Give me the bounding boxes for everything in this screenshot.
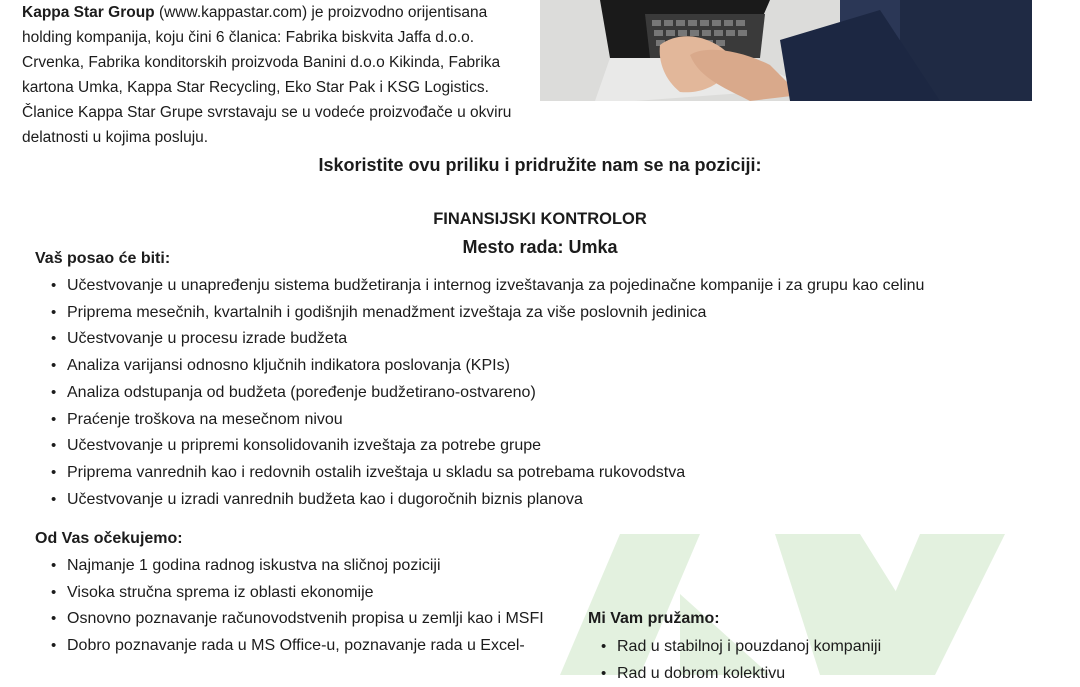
company-name: Kappa Star Group — [22, 4, 155, 21]
list-item: • Dobro poznavanje rada u MS Office-u, poznavanje rada u Excel- — [35, 633, 565, 660]
list-item: • Učestvovanje u procesu izrade budžeta — [35, 326, 1075, 353]
list-item: • Učestvovanje u unapređenju sistema budžetiranja i internog izveštavanja za pojedinačne kompanije i za grupu kao celinu — [35, 273, 1075, 300]
list-item: • Učestvovanje u pripremi konsolidovanih izveštaja za potrebe grupe — [35, 433, 1075, 460]
requirements-heading: Od Vas očekujemo: — [35, 530, 183, 547]
laptop-hands-photo — [540, 0, 1032, 101]
photo-illustration — [540, 0, 1032, 101]
list-item: • Rad u stabilnoj i pouzdanoj kompaniji — [585, 634, 1055, 661]
requirements-list — [35, 553, 565, 660]
job-title: FINANSIJSKI KONTROLOR — [433, 210, 647, 228]
job-location: Mesto rada: Umka — [462, 237, 618, 257]
call-to-action: Iskoristite ovu priliku i pridružite nam se na poziciji: — [318, 155, 762, 175]
company-intro — [22, 0, 522, 150]
company-description: (www.kappastar.com) je proizvodno orijentisana holding kompanija, koju čini 6 članica: Fabrika biskvita Jaffa d.o.o. Crvenka, Fabrika konditorskih proizvoda Banini d.o.o Kikinda, Fabrika kartona Umka, Kappa Star Recycling, Eko Star Pak i KSG Logistics. Članice Kappa Star Grupe svrstavaju se u vodeće proizvođače u okviru delatnosti u kojima posluju. — [22, 4, 512, 146]
offer-heading: Mi Vam pružamo: — [588, 610, 720, 627]
list-item: • Visoka stručna sprema iz oblasti ekonomije — [35, 580, 565, 607]
list-item: • Analiza odstupanja od budžeta (poređenje budžetirano-ostvareno) — [35, 380, 1075, 407]
duties-list — [35, 273, 1075, 513]
duties-heading: Vaš posao će biti: — [35, 250, 171, 267]
list-item: • Analiza varijansi odnosno ključnih indikatora poslovanja (KPIs) — [35, 353, 1075, 380]
list-item: • Osnovno poznavanje računovodstvenih propisa u zemlji kao i MSFI — [35, 606, 565, 633]
list-item: • Najmanje 1 godina radnog iskustva na sličnoj poziciji — [35, 553, 565, 580]
list-item: • Priprema vanrednih kao i redovnih ostalih izveštaja u skladu sa potrebama rukovodstva — [35, 460, 1075, 487]
list-item: • Učestvovanje u izradi vanrednih budžeta kao i dugoročnih biznis planova — [35, 487, 1075, 514]
list-item: • Praćenje troškova na mesečnom nivou — [35, 407, 1075, 434]
list-item: • Priprema mesečnih, kvartalnih i godišnjih menadžment izveštaja za više poslovnih jedinica — [35, 300, 1075, 327]
offer-list — [585, 634, 1055, 687]
list-item: • Rad u dobrom kolektivu — [585, 661, 1055, 687]
